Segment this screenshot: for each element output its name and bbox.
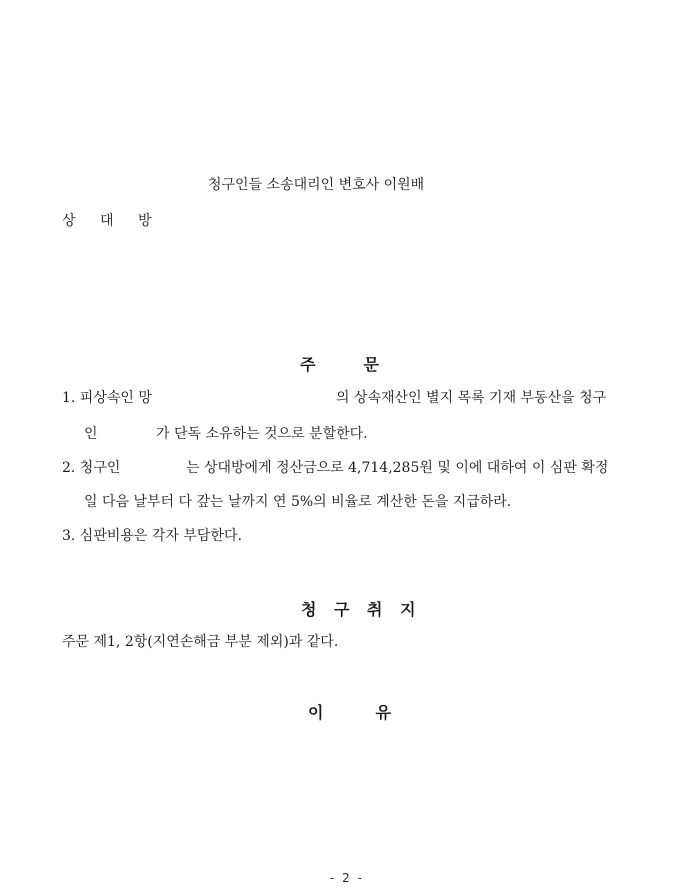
reason-heading-part2: 유 xyxy=(375,703,391,722)
main-order-heading-part2: 문 xyxy=(363,355,379,374)
order-item-2-line-1 xyxy=(62,459,609,477)
reason-heading-part1: 이 xyxy=(308,703,324,722)
main-order-heading xyxy=(300,352,379,375)
order-item-2-line-1-tail: 는 상대방에게 정산금으로 4,714,285원 및 이에 대하여 이 심판 확정 xyxy=(186,460,609,476)
reason-heading xyxy=(308,700,391,723)
page-number: - 2 - xyxy=(330,871,364,885)
order-item-1-line-1 xyxy=(62,389,607,407)
order-item-1-line-2-head: 인 xyxy=(84,426,98,442)
order-item-1-line-2-tail: 가 단독 소유하는 것으로 분할한다. xyxy=(156,426,368,442)
opponent-label: 상 대 방 xyxy=(62,213,162,229)
order-item-2-line-2: 일 다음 날부터 다 갚는 날까지 연 5%의 비율로 계산한 돈을 지급하라. xyxy=(84,494,512,510)
claim-heading: 청 구 취 지 xyxy=(301,600,422,619)
counsel-line: 청구인들 소송대리인 변호사 이원배 xyxy=(208,177,425,193)
order-item-3: 3. 심판비용은 각자 부담한다. xyxy=(62,528,242,544)
main-order-heading-part1: 주 xyxy=(300,355,316,374)
order-item-1-line-1-head: 1. 피상속인 망 xyxy=(62,390,152,406)
order-item-2-line-1-head: 2. 청구인 xyxy=(62,460,121,476)
order-item-1-line-2 xyxy=(84,425,368,443)
claim-body: 주문 제1, 2항(지연손해금 부분 제외)과 같다. xyxy=(62,634,339,650)
order-item-1-line-1-tail: 의 상속재산인 별지 목록 기재 부동산을 청구 xyxy=(336,390,607,406)
